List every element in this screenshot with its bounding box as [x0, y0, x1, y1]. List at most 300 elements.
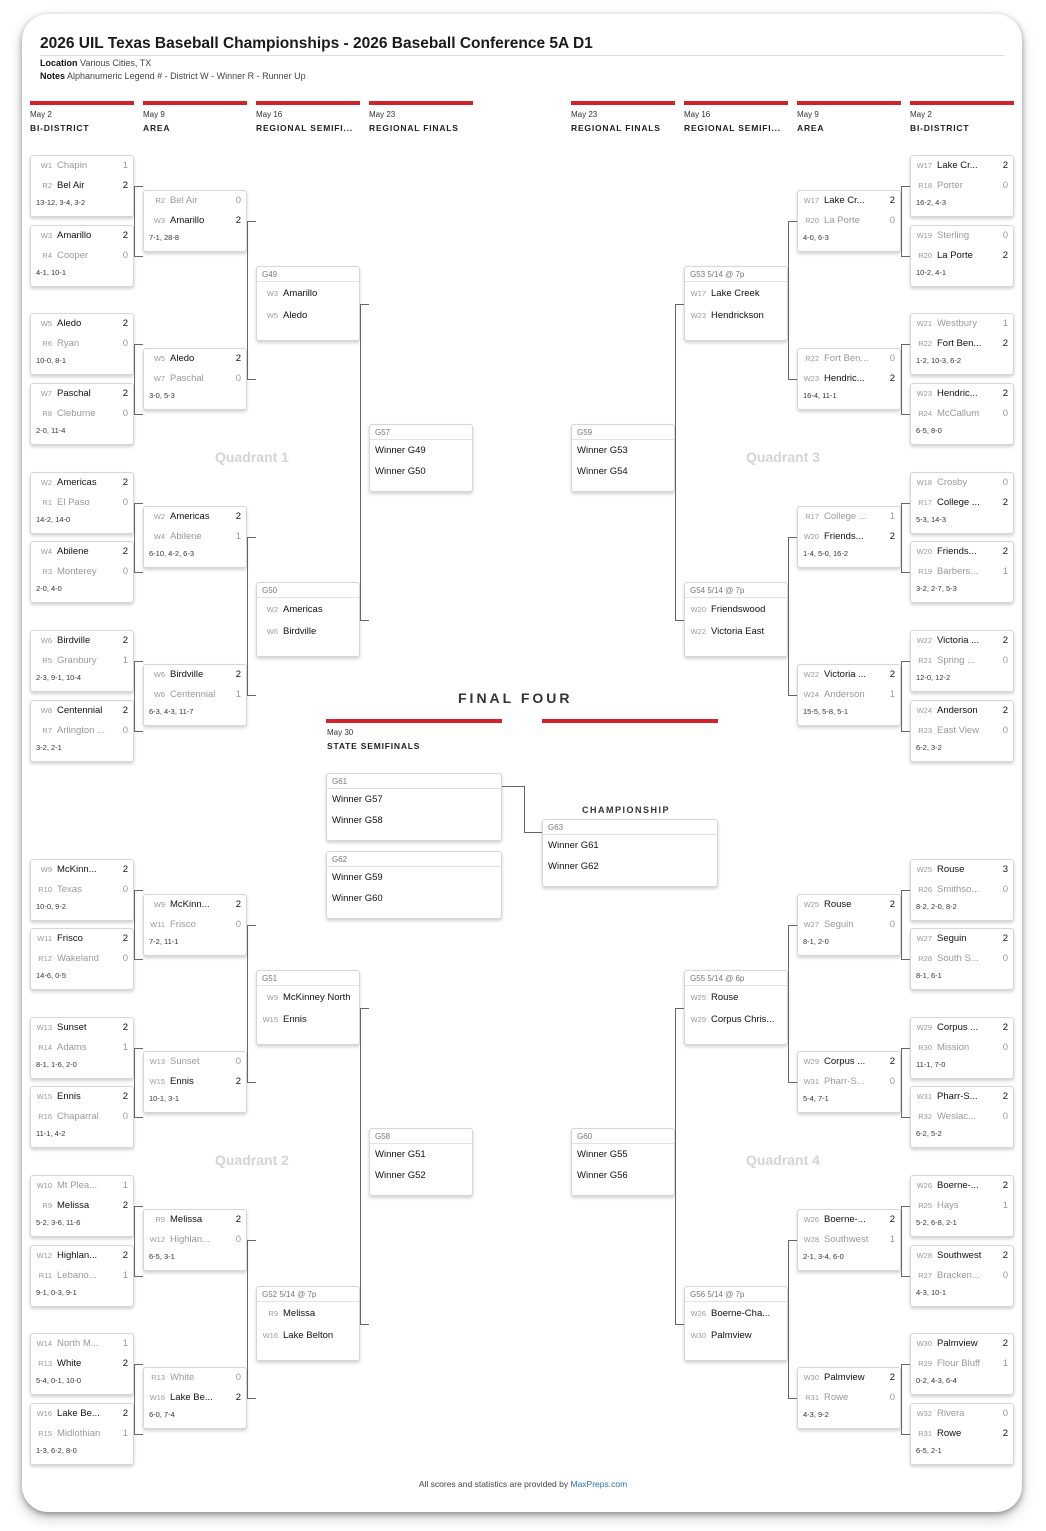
- team-score: 2: [122, 1250, 128, 1262]
- team-row[interactable]: [911, 246, 1013, 266]
- team-row[interactable]: [798, 191, 900, 211]
- team-score: 2: [122, 1199, 128, 1211]
- matchup-box[interactable]: [143, 190, 247, 252]
- team-name: Boerne-Cha...: [711, 1308, 771, 1320]
- team-row[interactable]: [911, 314, 1013, 334]
- team-score: 2: [122, 635, 128, 647]
- team-name: Southwest: [824, 1233, 869, 1245]
- round-header-bi-district: [910, 101, 1014, 133]
- series-result: 3-2, 2-1: [36, 743, 62, 752]
- team-row[interactable]: [911, 1334, 1013, 1354]
- maxpreps-link[interactable]: MaxPreps.com: [570, 1479, 628, 1489]
- team-name: Wakeland: [57, 952, 99, 964]
- matchup-box[interactable]: [910, 1333, 1014, 1395]
- matchup-box[interactable]: [910, 1245, 1014, 1307]
- team-row[interactable]: [911, 1246, 1013, 1266]
- team-row[interactable]: [144, 527, 246, 547]
- team-row[interactable]: [685, 1304, 787, 1324]
- matchup-box[interactable]: [143, 348, 247, 410]
- team-row[interactable]: [31, 176, 133, 196]
- location-line: [40, 58, 151, 68]
- team-row[interactable]: [911, 1196, 1013, 1216]
- team-seed: W4: [40, 547, 52, 557]
- team-row[interactable]: [911, 1018, 1013, 1038]
- team-row[interactable]: [911, 1266, 1013, 1286]
- team-row[interactable]: [911, 1424, 1013, 1444]
- team-row[interactable]: [685, 284, 787, 304]
- team-name: Texas: [57, 883, 82, 895]
- regional-semifinal-box[interactable]: [684, 266, 788, 341]
- matchup-box[interactable]: [30, 1403, 134, 1465]
- regional-semifinal-box[interactable]: [256, 582, 360, 657]
- team-row[interactable]: [798, 369, 900, 389]
- team-row[interactable]: [31, 631, 133, 651]
- team-score: 0: [1002, 230, 1008, 242]
- team-row[interactable]: [144, 915, 246, 935]
- team-seed: W6: [40, 636, 52, 646]
- bracket-connector: [901, 1206, 910, 1207]
- team-score: 0: [1002, 1269, 1008, 1281]
- matchup-box[interactable]: [797, 1367, 901, 1429]
- team-seed: W9: [153, 900, 165, 910]
- team-row[interactable]: [144, 685, 246, 705]
- team-row[interactable]: [370, 1145, 472, 1165]
- team-score: 1: [122, 654, 128, 666]
- series-result: 1-2, 10-3, 6-2: [916, 356, 962, 365]
- team-row[interactable]: [685, 988, 787, 1008]
- team-row[interactable]: [543, 857, 717, 877]
- team-row[interactable]: [31, 1038, 133, 1058]
- team-row[interactable]: [31, 1176, 133, 1196]
- team-row[interactable]: [798, 915, 900, 935]
- team-name: Palmview: [937, 1338, 978, 1350]
- team-seed: W22: [690, 626, 706, 636]
- team-row[interactable]: [31, 929, 133, 949]
- team-row[interactable]: [257, 600, 359, 620]
- team-row[interactable]: [798, 1388, 900, 1408]
- matchup-box[interactable]: [797, 506, 901, 568]
- matchup-box[interactable]: [30, 1086, 134, 1148]
- team-row[interactable]: [911, 631, 1013, 651]
- team-row[interactable]: [911, 384, 1013, 404]
- team-seed: W13: [36, 1023, 52, 1033]
- team-name: Americas: [283, 604, 323, 616]
- team-row[interactable]: [144, 211, 246, 231]
- team-row[interactable]: [31, 156, 133, 176]
- team-name: Americas: [170, 511, 210, 523]
- team-row[interactable]: [798, 1072, 900, 1092]
- matchup-box[interactable]: [910, 541, 1014, 603]
- bracket-connector: [901, 890, 902, 959]
- matchup-box[interactable]: [30, 472, 134, 534]
- team-row[interactable]: [144, 895, 246, 915]
- matchup-box[interactable]: [30, 928, 134, 990]
- team-seed: R25: [918, 1200, 932, 1210]
- team-row[interactable]: [911, 542, 1013, 562]
- team-name: Hendrickson: [711, 309, 764, 321]
- matchup-box[interactable]: [30, 1333, 134, 1395]
- team-name: Lake Be...: [170, 1391, 213, 1403]
- team-row[interactable]: [685, 622, 787, 642]
- matchup-box[interactable]: [30, 225, 134, 287]
- matchup-box[interactable]: [143, 1209, 247, 1271]
- team-row[interactable]: [144, 1368, 246, 1388]
- team-row[interactable]: [31, 1334, 133, 1354]
- bracket-connector: [788, 1398, 797, 1399]
- team-name: Victoria ...: [937, 635, 980, 647]
- tbd-game-box[interactable]: [326, 851, 502, 919]
- matchup-box[interactable]: [797, 190, 901, 252]
- team-row[interactable]: [370, 1166, 472, 1186]
- matchup-box[interactable]: [143, 506, 247, 568]
- team-row[interactable]: [911, 156, 1013, 176]
- team-row[interactable]: [31, 314, 133, 334]
- team-seed: W17: [803, 196, 819, 206]
- regional-semifinal-box[interactable]: [256, 266, 360, 341]
- matchup-box[interactable]: [910, 155, 1014, 217]
- team-row[interactable]: [144, 1210, 246, 1230]
- team-name: Bel Air: [57, 179, 85, 191]
- tbd-game-box[interactable]: [369, 1128, 473, 1196]
- team-row[interactable]: [685, 600, 787, 620]
- team-name: Spring ...: [937, 654, 976, 666]
- series-result: 8-2, 2-0, 8-2: [916, 902, 957, 911]
- team-row[interactable]: [543, 836, 717, 856]
- matchup-box[interactable]: [797, 1051, 901, 1113]
- team-name: McKinn...: [170, 899, 210, 911]
- team-row[interactable]: [31, 1087, 133, 1107]
- game-header: G58: [370, 1129, 472, 1144]
- round-name: REGIONAL FINALS: [571, 123, 661, 133]
- team-score: 0: [122, 249, 128, 261]
- team-row[interactable]: [31, 1196, 133, 1216]
- matchup-box[interactable]: [797, 664, 901, 726]
- bracket-connector: [788, 925, 789, 1082]
- team-row[interactable]: [370, 441, 472, 461]
- team-row[interactable]: [144, 1388, 246, 1408]
- tbd-game-box[interactable]: [571, 424, 675, 492]
- team-name: Corpus ...: [824, 1056, 866, 1068]
- team-seed: W17: [916, 161, 932, 171]
- team-row[interactable]: [911, 929, 1013, 949]
- team-row[interactable]: [685, 1326, 787, 1346]
- round-name: STATE SEMIFINALS: [327, 741, 421, 751]
- team-row[interactable]: [911, 562, 1013, 582]
- team-row[interactable]: [911, 493, 1013, 513]
- team-score: 0: [1002, 952, 1008, 964]
- series-result: 5-3, 14-3: [916, 515, 947, 524]
- team-row[interactable]: [572, 1166, 674, 1186]
- team-row[interactable]: [31, 721, 133, 741]
- team-row[interactable]: [31, 701, 133, 721]
- team-row[interactable]: [327, 868, 501, 888]
- team-score: 2: [122, 705, 128, 717]
- team-name: Birdville: [170, 669, 204, 681]
- team-seed: W22: [803, 670, 819, 680]
- team-row[interactable]: [31, 860, 133, 880]
- team-row[interactable]: [911, 880, 1013, 900]
- series-result: 7-2, 11-1: [149, 937, 179, 946]
- team-row[interactable]: [911, 1176, 1013, 1196]
- team-row[interactable]: [31, 384, 133, 404]
- team-row[interactable]: [370, 462, 472, 482]
- series-result: 6-2, 3-2: [916, 743, 942, 752]
- team-row[interactable]: [31, 1018, 133, 1038]
- team-row[interactable]: [144, 369, 246, 389]
- team-score: 2: [1002, 1022, 1008, 1034]
- team-row[interactable]: [911, 949, 1013, 969]
- team-row[interactable]: [572, 1145, 674, 1165]
- team-row[interactable]: [31, 562, 133, 582]
- matchup-box[interactable]: [910, 1086, 1014, 1148]
- team-row[interactable]: [572, 462, 674, 482]
- matchup-box[interactable]: [910, 472, 1014, 534]
- team-row[interactable]: [327, 889, 501, 909]
- team-seed: W3: [40, 231, 52, 241]
- matchup-box[interactable]: [143, 894, 247, 956]
- regional-semifinal-box[interactable]: [684, 582, 788, 657]
- team-row[interactable]: [144, 1072, 246, 1092]
- team-row[interactable]: [31, 473, 133, 493]
- team-row[interactable]: [911, 1087, 1013, 1107]
- team-row[interactable]: [31, 493, 133, 513]
- team-row[interactable]: [685, 1010, 787, 1030]
- team-row[interactable]: [798, 349, 900, 369]
- team-row[interactable]: [798, 1052, 900, 1072]
- team-name: Winner G52: [375, 1169, 426, 1181]
- bracket-connector: [788, 221, 797, 222]
- team-row[interactable]: [257, 1304, 359, 1324]
- matchup-box[interactable]: [30, 859, 134, 921]
- team-row[interactable]: [911, 226, 1013, 246]
- bracket-connector: [134, 256, 143, 257]
- team-score: 1: [889, 688, 895, 700]
- matchup-box[interactable]: [30, 383, 134, 445]
- team-row[interactable]: [911, 473, 1013, 493]
- team-row[interactable]: [31, 246, 133, 266]
- team-name: Lake Creek: [711, 288, 760, 300]
- team-name: Ennis: [170, 1075, 194, 1087]
- team-score: 2: [235, 511, 241, 523]
- team-row[interactable]: [911, 1404, 1013, 1424]
- matchup-box[interactable]: [910, 928, 1014, 990]
- team-row[interactable]: [911, 721, 1013, 741]
- team-row[interactable]: [144, 507, 246, 527]
- team-score: 2: [1002, 1250, 1008, 1262]
- matchup-box[interactable]: [910, 859, 1014, 921]
- bracket-connector: [134, 503, 135, 572]
- team-row[interactable]: [798, 895, 900, 915]
- team-seed: R31: [918, 1428, 932, 1438]
- bracket-connector: [134, 344, 135, 414]
- tbd-game-box[interactable]: [326, 773, 502, 841]
- team-row[interactable]: [798, 1210, 900, 1230]
- team-row[interactable]: [572, 441, 674, 461]
- team-seed: W2: [40, 478, 52, 488]
- matchup-box[interactable]: [30, 1017, 134, 1079]
- regional-semifinal-box[interactable]: [256, 970, 360, 1045]
- team-row[interactable]: [144, 1052, 246, 1072]
- team-seed: W30: [690, 1330, 706, 1340]
- tbd-game-box[interactable]: [542, 819, 718, 887]
- team-row[interactable]: [257, 1010, 359, 1030]
- matchup-box[interactable]: [143, 1367, 247, 1429]
- title-divider: [40, 55, 1005, 56]
- bracket-connector: [788, 379, 797, 380]
- team-score: 0: [1002, 654, 1008, 666]
- regional-semifinal-box[interactable]: [256, 1286, 360, 1361]
- team-row[interactable]: [144, 1230, 246, 1250]
- team-row[interactable]: [31, 226, 133, 246]
- team-row[interactable]: [31, 651, 133, 671]
- bracket-connector: [134, 1434, 143, 1435]
- series-result: 6-3, 4-3, 11-7: [149, 707, 194, 716]
- team-name: Lake Belton: [283, 1329, 334, 1341]
- team-name: Adams: [57, 1041, 87, 1053]
- team-row[interactable]: [257, 306, 359, 326]
- team-row[interactable]: [798, 211, 900, 231]
- bracket-connector: [360, 1008, 361, 1324]
- championship-title: CHAMPIONSHIP: [582, 805, 671, 815]
- regional-semifinal-box[interactable]: [684, 1286, 788, 1361]
- team-seed: R5: [42, 655, 52, 665]
- team-seed: W29: [916, 1023, 932, 1033]
- team-row[interactable]: [257, 988, 359, 1008]
- team-seed: R22: [918, 338, 932, 348]
- team-row[interactable]: [31, 334, 133, 354]
- team-score: 2: [889, 372, 895, 384]
- matchup-box[interactable]: [30, 313, 134, 375]
- bracket-connector: [901, 959, 910, 960]
- team-score: 2: [122, 1357, 128, 1369]
- tbd-game-box[interactable]: [369, 424, 473, 492]
- matchup-box[interactable]: [910, 1017, 1014, 1079]
- team-seed: R1: [42, 497, 52, 507]
- team-row[interactable]: [31, 949, 133, 969]
- matchup-box[interactable]: [910, 313, 1014, 375]
- team-name: Southwest: [937, 1250, 982, 1262]
- matchup-box[interactable]: [910, 383, 1014, 445]
- team-row[interactable]: [31, 1107, 133, 1127]
- matchup-box[interactable]: [797, 348, 901, 410]
- matchup-box[interactable]: [30, 541, 134, 603]
- team-row[interactable]: [685, 306, 787, 326]
- team-row[interactable]: [257, 622, 359, 642]
- matchup-box[interactable]: [30, 630, 134, 692]
- team-row[interactable]: [911, 701, 1013, 721]
- team-row[interactable]: [144, 191, 246, 211]
- team-row[interactable]: [911, 1038, 1013, 1058]
- quadrant-label: Quadrant 4: [746, 1152, 820, 1168]
- team-row[interactable]: [144, 349, 246, 369]
- team-seed: W25: [690, 993, 706, 1003]
- team-score: 0: [1002, 1110, 1008, 1122]
- team-name: Weslac...: [937, 1110, 976, 1122]
- matchup-box[interactable]: [910, 225, 1014, 287]
- team-row[interactable]: [144, 665, 246, 685]
- bracket-connector: [901, 344, 910, 345]
- bracket-connector: [360, 304, 369, 305]
- team-name: Rivera: [937, 1408, 965, 1420]
- team-row[interactable]: [911, 176, 1013, 196]
- team-row[interactable]: [911, 651, 1013, 671]
- tbd-game-box[interactable]: [571, 1128, 675, 1196]
- notes-line: [40, 71, 306, 81]
- final-four-rule: [326, 719, 502, 723]
- matchup-box[interactable]: [30, 155, 134, 217]
- team-row[interactable]: [327, 811, 501, 831]
- bracket-connector: [675, 1008, 676, 1324]
- team-row[interactable]: [798, 1230, 900, 1250]
- team-score: 0: [122, 496, 128, 508]
- matchup-box[interactable]: [797, 1209, 901, 1271]
- team-row[interactable]: [31, 1404, 133, 1424]
- team-name: Chaparral: [57, 1110, 99, 1122]
- team-row[interactable]: [911, 860, 1013, 880]
- team-row[interactable]: [31, 404, 133, 424]
- team-name: Corpus Chris...: [711, 1013, 775, 1025]
- team-score: 0: [235, 372, 241, 384]
- team-row[interactable]: [31, 1266, 133, 1286]
- team-seed: W26: [916, 1181, 932, 1191]
- matchup-box[interactable]: [143, 664, 247, 726]
- team-row[interactable]: [911, 1107, 1013, 1127]
- team-row[interactable]: [798, 527, 900, 547]
- team-score: 2: [122, 546, 128, 558]
- series-result: 6-10, 4-2, 6-3: [149, 549, 195, 558]
- team-row[interactable]: [911, 334, 1013, 354]
- matchup-box[interactable]: [910, 700, 1014, 762]
- series-result: 9-1, 0-3, 9-1: [36, 1288, 77, 1297]
- team-row[interactable]: [798, 1368, 900, 1388]
- team-row[interactable]: [798, 665, 900, 685]
- team-row[interactable]: [31, 1354, 133, 1374]
- regional-semifinal-box[interactable]: [684, 970, 788, 1045]
- team-row[interactable]: [31, 1424, 133, 1444]
- matchup-box[interactable]: [797, 894, 901, 956]
- team-row[interactable]: [798, 685, 900, 705]
- round-name: BI-DISTRICT: [30, 123, 90, 133]
- team-score: 2: [122, 864, 128, 876]
- series-result: 4-1, 10-1: [36, 268, 67, 277]
- matchup-box[interactable]: [30, 700, 134, 762]
- matchup-box[interactable]: [143, 1051, 247, 1113]
- team-score: 3: [1002, 864, 1008, 876]
- series-result: 4-0, 6-3: [803, 233, 829, 242]
- team-row[interactable]: [911, 1354, 1013, 1374]
- bracket-connector: [360, 1324, 369, 1325]
- team-row[interactable]: [257, 284, 359, 304]
- team-name: La Porte: [937, 249, 973, 261]
- team-row[interactable]: [31, 880, 133, 900]
- matchup-box[interactable]: [30, 1245, 134, 1307]
- matchup-box[interactable]: [910, 1175, 1014, 1237]
- team-row[interactable]: [327, 790, 501, 810]
- team-row[interactable]: [31, 1246, 133, 1266]
- matchup-box[interactable]: [910, 630, 1014, 692]
- team-row[interactable]: [911, 404, 1013, 424]
- series-result: 10-0, 9-2: [36, 902, 67, 911]
- matchup-box[interactable]: [30, 1175, 134, 1237]
- team-row[interactable]: [798, 507, 900, 527]
- team-row[interactable]: [257, 1326, 359, 1346]
- team-name: Boerne-...: [824, 1214, 866, 1226]
- matchup-box[interactable]: [910, 1403, 1014, 1465]
- series-result: 14-2, 14-0: [36, 515, 71, 524]
- team-row[interactable]: [31, 542, 133, 562]
- round-date: May 23: [369, 110, 396, 119]
- team-seed: R22: [805, 354, 819, 364]
